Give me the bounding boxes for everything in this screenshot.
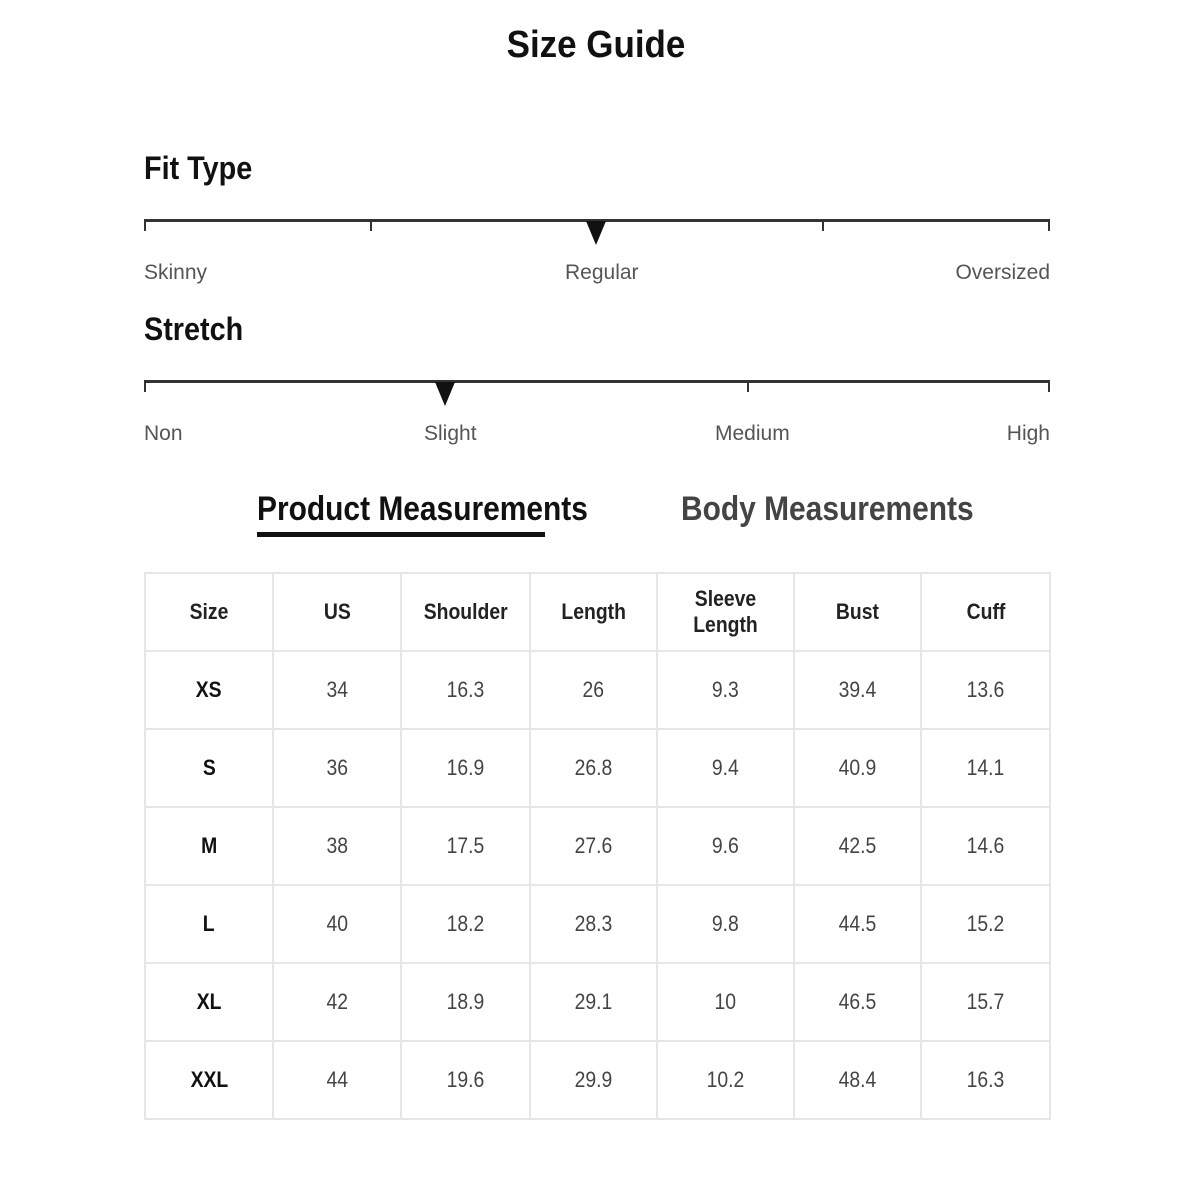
table-cell-size: XL bbox=[145, 963, 273, 1041]
table-cell: 10.2 bbox=[657, 1041, 794, 1119]
table-row bbox=[145, 807, 1050, 885]
column-header-length: Length bbox=[530, 573, 657, 651]
fit-type-tick-end bbox=[1048, 219, 1050, 231]
table-cell: 36 bbox=[273, 729, 401, 807]
stretch-heading: Stretch bbox=[144, 311, 244, 347]
fit-type-scale bbox=[144, 219, 1050, 284]
column-header-us: US bbox=[273, 573, 401, 651]
column-header-shoulder: Shoulder bbox=[401, 573, 530, 651]
table-cell: 9.8 bbox=[657, 885, 794, 963]
table-cell: 9.6 bbox=[657, 807, 794, 885]
stretch-tick-start bbox=[144, 380, 146, 392]
table-cell: 26 bbox=[530, 651, 657, 729]
stretch-tick bbox=[747, 380, 749, 392]
page-title: Size Guide bbox=[506, 24, 686, 66]
stretch-label-medium: Medium bbox=[715, 422, 790, 445]
fit-type-marker-icon bbox=[586, 221, 606, 245]
tab-active-underline bbox=[257, 532, 545, 537]
tab-body-measurements[interactable]: Body Measurements bbox=[681, 490, 974, 528]
fit-type-label-skinny: Skinny bbox=[144, 261, 208, 284]
table-row bbox=[145, 729, 1050, 807]
table-cell: 44 bbox=[273, 1041, 401, 1119]
fit-type-tick-start bbox=[144, 219, 146, 231]
table-cell-size: M bbox=[145, 807, 273, 885]
table-cell: 40 bbox=[273, 885, 401, 963]
table-cell: 15.2 bbox=[921, 885, 1050, 963]
column-header-cuff: Cuff bbox=[921, 573, 1050, 651]
table-cell: 14.1 bbox=[921, 729, 1050, 807]
table-cell: 18.9 bbox=[401, 963, 530, 1041]
stretch-label-slight: Slight bbox=[424, 422, 477, 445]
stretch-label-non: Non bbox=[144, 422, 183, 445]
column-header-sleeve-length: Sleeve Length bbox=[657, 573, 794, 651]
table-cell: 48.4 bbox=[794, 1041, 921, 1119]
table-row bbox=[145, 1041, 1050, 1119]
table-cell: 13.6 bbox=[921, 651, 1050, 729]
table-cell: 9.3 bbox=[657, 651, 794, 729]
tab-product-measurements[interactable]: Product Measurements bbox=[257, 490, 588, 528]
table-cell: 16.3 bbox=[401, 651, 530, 729]
table-cell: 44.5 bbox=[794, 885, 921, 963]
stretch-label-high: High bbox=[1006, 422, 1050, 445]
column-header-size: Size bbox=[145, 573, 273, 651]
column-header-bust: Bust bbox=[794, 573, 921, 651]
stretch-tick-end bbox=[1048, 380, 1050, 392]
table-cell: 34 bbox=[273, 651, 401, 729]
stretch-scale bbox=[144, 380, 1050, 445]
table-cell: 16.3 bbox=[921, 1041, 1050, 1119]
table-cell: 28.3 bbox=[530, 885, 657, 963]
table-cell: 39.4 bbox=[794, 651, 921, 729]
table-cell: 9.4 bbox=[657, 729, 794, 807]
table-cell: 18.2 bbox=[401, 885, 530, 963]
fit-type-label-regular: Regular bbox=[565, 261, 639, 284]
table-cell: 26.8 bbox=[530, 729, 657, 807]
table-cell: 42.5 bbox=[794, 807, 921, 885]
table-cell: 46.5 bbox=[794, 963, 921, 1041]
table-cell-size: L bbox=[145, 885, 273, 963]
table-row bbox=[145, 963, 1050, 1041]
fit-type-tick bbox=[822, 219, 824, 231]
measurements-table bbox=[144, 572, 1051, 1120]
fit-type-heading: Fit Type bbox=[144, 150, 253, 186]
table-cell: 29.1 bbox=[530, 963, 657, 1041]
table-cell: 15.7 bbox=[921, 963, 1050, 1041]
table-cell: 16.9 bbox=[401, 729, 530, 807]
table-row bbox=[145, 885, 1050, 963]
fit-type-label-oversized: Oversized bbox=[955, 261, 1050, 284]
table-cell: 19.6 bbox=[401, 1041, 530, 1119]
table-cell-size: S bbox=[145, 729, 273, 807]
table-cell: 38 bbox=[273, 807, 401, 885]
table-cell: 29.9 bbox=[530, 1041, 657, 1119]
table-header-row bbox=[145, 573, 1050, 651]
table-cell: 42 bbox=[273, 963, 401, 1041]
table-cell: 17.5 bbox=[401, 807, 530, 885]
stretch-scale-line bbox=[144, 380, 1050, 383]
table-cell: 27.6 bbox=[530, 807, 657, 885]
table-cell: 14.6 bbox=[921, 807, 1050, 885]
table-cell-size: XXL bbox=[145, 1041, 273, 1119]
table-cell-size: XS bbox=[145, 651, 273, 729]
table-row bbox=[145, 651, 1050, 729]
table-cell: 10 bbox=[657, 963, 794, 1041]
stretch-marker-icon bbox=[435, 382, 455, 406]
table-cell: 40.9 bbox=[794, 729, 921, 807]
fit-type-tick bbox=[370, 219, 372, 231]
